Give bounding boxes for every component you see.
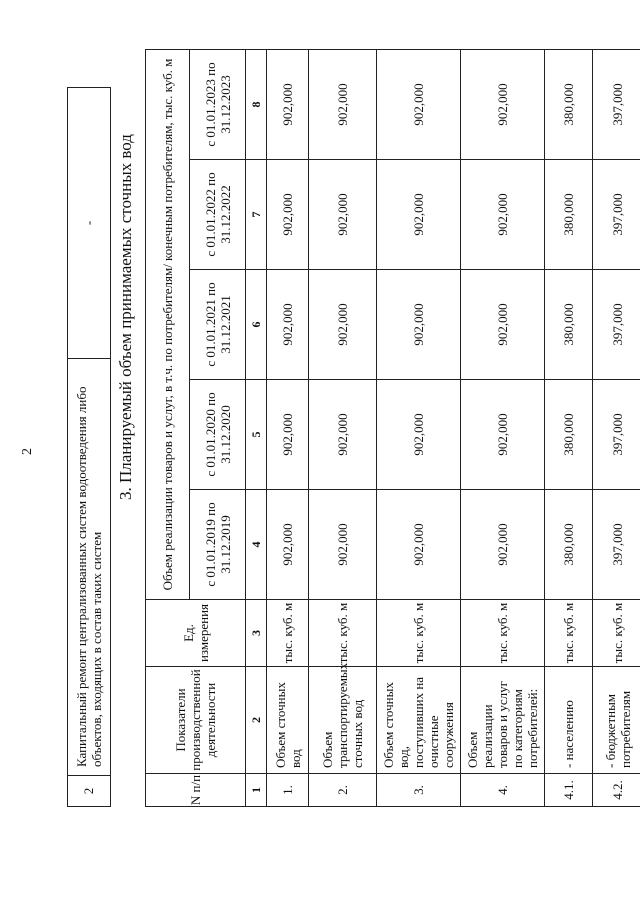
row-value: 902,000 — [377, 49, 461, 159]
row-unit: тыс. куб. м — [545, 600, 593, 667]
row-value: 902,000 — [461, 380, 545, 490]
col-number: 1 — [246, 774, 267, 807]
header-indicator: Показатели производственной деятельности — [146, 667, 246, 774]
column-numbers-row — [246, 49, 267, 806]
row-text: Капитальный ремонт централизованных систем водоотведения либо объектов, входящих в состав таких систем — [68, 359, 111, 776]
header-period: с 01.01.2021 по 31.12.2021 — [190, 270, 246, 380]
row-name: Объем сточных вод — [267, 667, 309, 774]
row-unit: тыс. куб. м — [461, 600, 545, 667]
row-value: 902,000 — [377, 380, 461, 490]
header-period: с 01.01.2023 по 31.12.2023 — [190, 49, 246, 159]
col-number: 7 — [246, 160, 267, 270]
row-value: 902,000 — [377, 270, 461, 380]
row-number: 2. — [309, 774, 377, 807]
header-group: Объем реализации товаров и услуг, в т.ч. по потребителям/ конечным потребителям, тыс. куб. м — [146, 49, 190, 599]
table-row — [68, 88, 111, 807]
table-row — [461, 49, 545, 806]
row-name: Объем сточных вод, поступивших на очистные сооружения — [377, 667, 461, 774]
row-number: 3. — [377, 774, 461, 807]
header-period: с 01.01.2019 по 31.12.2019 — [190, 490, 246, 600]
row-unit: тыс. куб. м — [267, 600, 309, 667]
row-value: 902,000 — [461, 160, 545, 270]
col-number: 3 — [246, 600, 267, 667]
row-value: - — [68, 88, 111, 359]
row-unit: тыс. куб. м — [309, 600, 377, 667]
wastewater-volume-table — [145, 49, 640, 807]
row-value: 902,000 — [309, 490, 377, 600]
row-number: 4.2. — [593, 774, 640, 807]
row-value: 397,000 — [593, 160, 640, 270]
row-unit: тыс. куб. м — [377, 600, 461, 667]
header-row — [146, 49, 190, 806]
row-name: - населению — [545, 667, 593, 774]
row-value: 380,000 — [545, 270, 593, 380]
row-number: 4. — [461, 774, 545, 807]
row-value: 902,000 — [309, 380, 377, 490]
row-value: 902,000 — [267, 49, 309, 159]
header-num: N п/п — [146, 774, 246, 807]
row-value: 902,000 — [267, 490, 309, 600]
header-period: с 01.01.2020 по 31.12.2020 — [190, 380, 246, 490]
header-unit: Ед. измерения — [146, 600, 246, 667]
row-value: 397,000 — [593, 380, 640, 490]
table-row — [545, 49, 593, 806]
col-number: 4 — [246, 490, 267, 600]
row-number: 2 — [68, 776, 111, 807]
row-number: 1. — [267, 774, 309, 807]
row-value: 380,000 — [545, 380, 593, 490]
row-value: 902,000 — [267, 160, 309, 270]
table-row — [267, 49, 309, 806]
row-number: 4.1. — [545, 774, 593, 807]
row-value: 397,000 — [593, 49, 640, 159]
capital-repair-row-table — [67, 87, 111, 807]
table-row — [309, 49, 377, 806]
col-number: 5 — [246, 380, 267, 490]
row-name: Объем транспортируемых сточных вод — [309, 667, 377, 774]
row-value: 902,000 — [267, 270, 309, 380]
table-row — [593, 49, 640, 806]
row-unit: тыс. куб. м — [593, 600, 640, 667]
row-value: 380,000 — [545, 160, 593, 270]
row-value: 397,000 — [593, 490, 640, 600]
col-number: 2 — [246, 667, 267, 774]
row-value: 380,000 — [545, 490, 593, 600]
header-period: с 01.01.2022 по 31.12.2022 — [190, 160, 246, 270]
row-value: 902,000 — [377, 160, 461, 270]
row-value: 902,000 — [461, 490, 545, 600]
page-number: 2 — [20, 448, 35, 455]
row-name: Объем реализации товаров и услуг по категориям потребителей: — [461, 667, 545, 774]
row-value: 902,000 — [377, 490, 461, 600]
row-value: 902,000 — [461, 270, 545, 380]
row-value: 902,000 — [309, 270, 377, 380]
row-value: 380,000 — [545, 49, 593, 159]
row-value: 397,000 — [593, 270, 640, 380]
row-value: 902,000 — [309, 49, 377, 159]
section-title: 3. Планируемый объем принимаемых сточных вод — [116, 134, 135, 500]
row-value: 902,000 — [309, 160, 377, 270]
col-number: 8 — [246, 49, 267, 159]
row-value: 902,000 — [267, 380, 309, 490]
table-row — [377, 49, 461, 806]
row-name: - бюджетным потребителям — [593, 667, 640, 774]
row-value: 902,000 — [461, 49, 545, 159]
col-number: 6 — [246, 270, 267, 380]
